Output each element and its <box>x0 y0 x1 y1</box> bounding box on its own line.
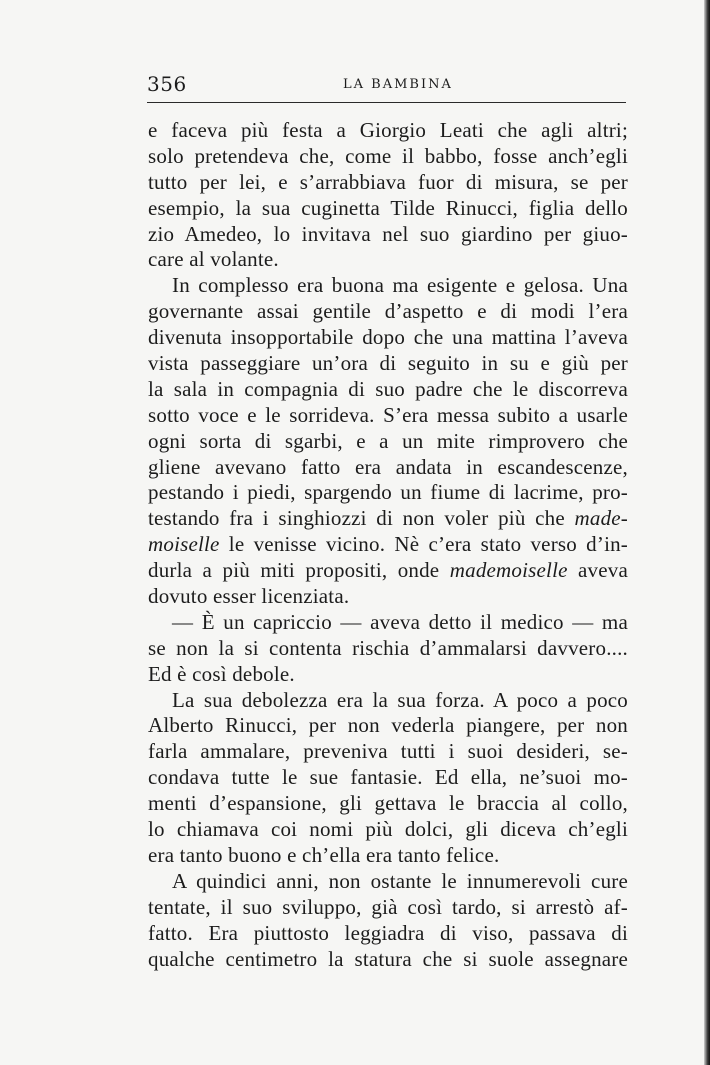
italic-word: moiselle <box>148 532 220 557</box>
text-line <box>148 791 628 817</box>
text-line <box>148 351 628 377</box>
line-text: condava tutte le sue fantasie. Ed ella, ne’suoi mo- <box>148 765 628 790</box>
line-text: In complesso era buona ma esigente e gelosa. Una <box>172 273 628 298</box>
text-line <box>148 506 628 532</box>
text-line <box>148 713 628 739</box>
text-line <box>148 377 628 403</box>
header-rule <box>147 102 626 103</box>
line-text: care al volante. <box>148 247 279 272</box>
line-text: durla a più miti propositi, onde <box>148 558 450 583</box>
text-line <box>148 532 628 558</box>
page-number: 356 <box>147 72 187 96</box>
line-text: farla ammalare, preveniva tutti i suoi desideri, se- <box>148 739 628 764</box>
text-line <box>148 739 628 765</box>
line-text: governante assai gentile d’aspetto e di modi l’era <box>148 299 628 324</box>
text-line <box>148 196 628 222</box>
text-line <box>148 584 628 610</box>
text-line <box>148 765 628 791</box>
text-line <box>148 403 628 429</box>
line-text: le venisse vicino. Nè c’era stato verso d’in- <box>219 532 628 557</box>
line-text: solo pretendeva che, come il babbo, fosse anch’egli <box>148 143 628 168</box>
text-line <box>148 325 628 351</box>
line-text: lo chiamava coi nomi più dolci, gli diceva ch’egli <box>148 817 628 842</box>
text-line <box>148 273 628 299</box>
line-text: vista passeggiare un’ora di seguito in su e giù per <box>148 351 628 376</box>
line-text: se non la si contenta rischia d’ammalarsi davvero.... <box>148 635 628 660</box>
text-line <box>148 222 628 248</box>
line-text: Ed è così debole. <box>148 661 295 686</box>
line-text: zio Amedeo, lo invitava nel suo giardino per giuo- <box>148 221 628 246</box>
text-line <box>148 817 628 843</box>
line-text: ogni sorta di sgarbi, e a un mite rimprovero che <box>148 428 628 453</box>
page-header <box>147 72 627 100</box>
body-text <box>148 118 628 972</box>
line-text: e faceva più festa a Giorgio Leati che agli altri; <box>148 118 628 142</box>
text-line <box>148 947 628 973</box>
page-edge-shadow <box>704 0 710 1065</box>
line-text: gliene avevano fatto era andata in escandescenze, <box>148 454 628 479</box>
line-text: dovuto esser licenziata. <box>148 584 350 609</box>
text-line <box>148 662 628 688</box>
line-text-tail: aveva <box>567 558 628 583</box>
text-line <box>148 610 628 636</box>
line-text: menti d’espansione, gli gettava le braccia al collo, <box>148 791 628 816</box>
text-line <box>148 636 628 662</box>
running-title: LA BAMBINA <box>343 77 453 92</box>
line-text: sotto voce e le sorrideva. S’era messa subito a usarle <box>148 402 628 427</box>
text-line <box>148 455 628 481</box>
line-text: qualche centimetro la statura che si suole assegnare <box>148 946 628 971</box>
text-line <box>148 869 628 895</box>
line-text: divenuta insopportabile dopo che una mattina l’aveva <box>148 325 628 350</box>
text-line <box>148 299 628 325</box>
line-text: tutto per lei, e s’arrabbiava fuor di misura, se per <box>148 169 628 194</box>
text-line <box>148 843 628 869</box>
text-line <box>148 895 628 921</box>
line-text: esempio, la sua cuginetta Tilde Rinucci, figlia dello <box>148 195 628 220</box>
text-line <box>148 144 628 170</box>
text-line <box>148 429 628 455</box>
text-line <box>148 247 628 273</box>
line-text: Alberto Rinucci, per non vederla piangere, per non <box>148 713 628 738</box>
line-text: la sala in compagnia di suo padre che le discorreva <box>148 376 628 401</box>
line-text: fatto. Era piuttosto leggiadra di viso, passava di <box>148 920 628 945</box>
text-line <box>148 921 628 947</box>
italic-word: mademoiselle <box>449 558 568 583</box>
text-line <box>148 480 628 506</box>
line-text: — È un capriccio — aveva detto il medico — ma <box>172 609 628 634</box>
line-text: tentate, il suo sviluppo, già così tardo, si arrestò af- <box>148 894 628 919</box>
line-text: era tanto buono e ch’ella era tanto felice. <box>148 842 500 867</box>
line-text: A quindici anni, non ostante le innumerevoli cure <box>172 868 628 893</box>
line-text: testando fra i singhiozzi di non voler più che <box>148 506 575 531</box>
italic-word: made- <box>574 506 628 531</box>
text-line <box>148 170 628 196</box>
text-line <box>148 118 628 144</box>
line-text: pestando i piedi, spargendo un fiume di lacrime, pro- <box>148 480 628 505</box>
text-line <box>148 688 628 714</box>
line-text: La sua debolezza era la sua forza. A poco a poco <box>172 687 628 712</box>
text-line <box>148 558 628 584</box>
